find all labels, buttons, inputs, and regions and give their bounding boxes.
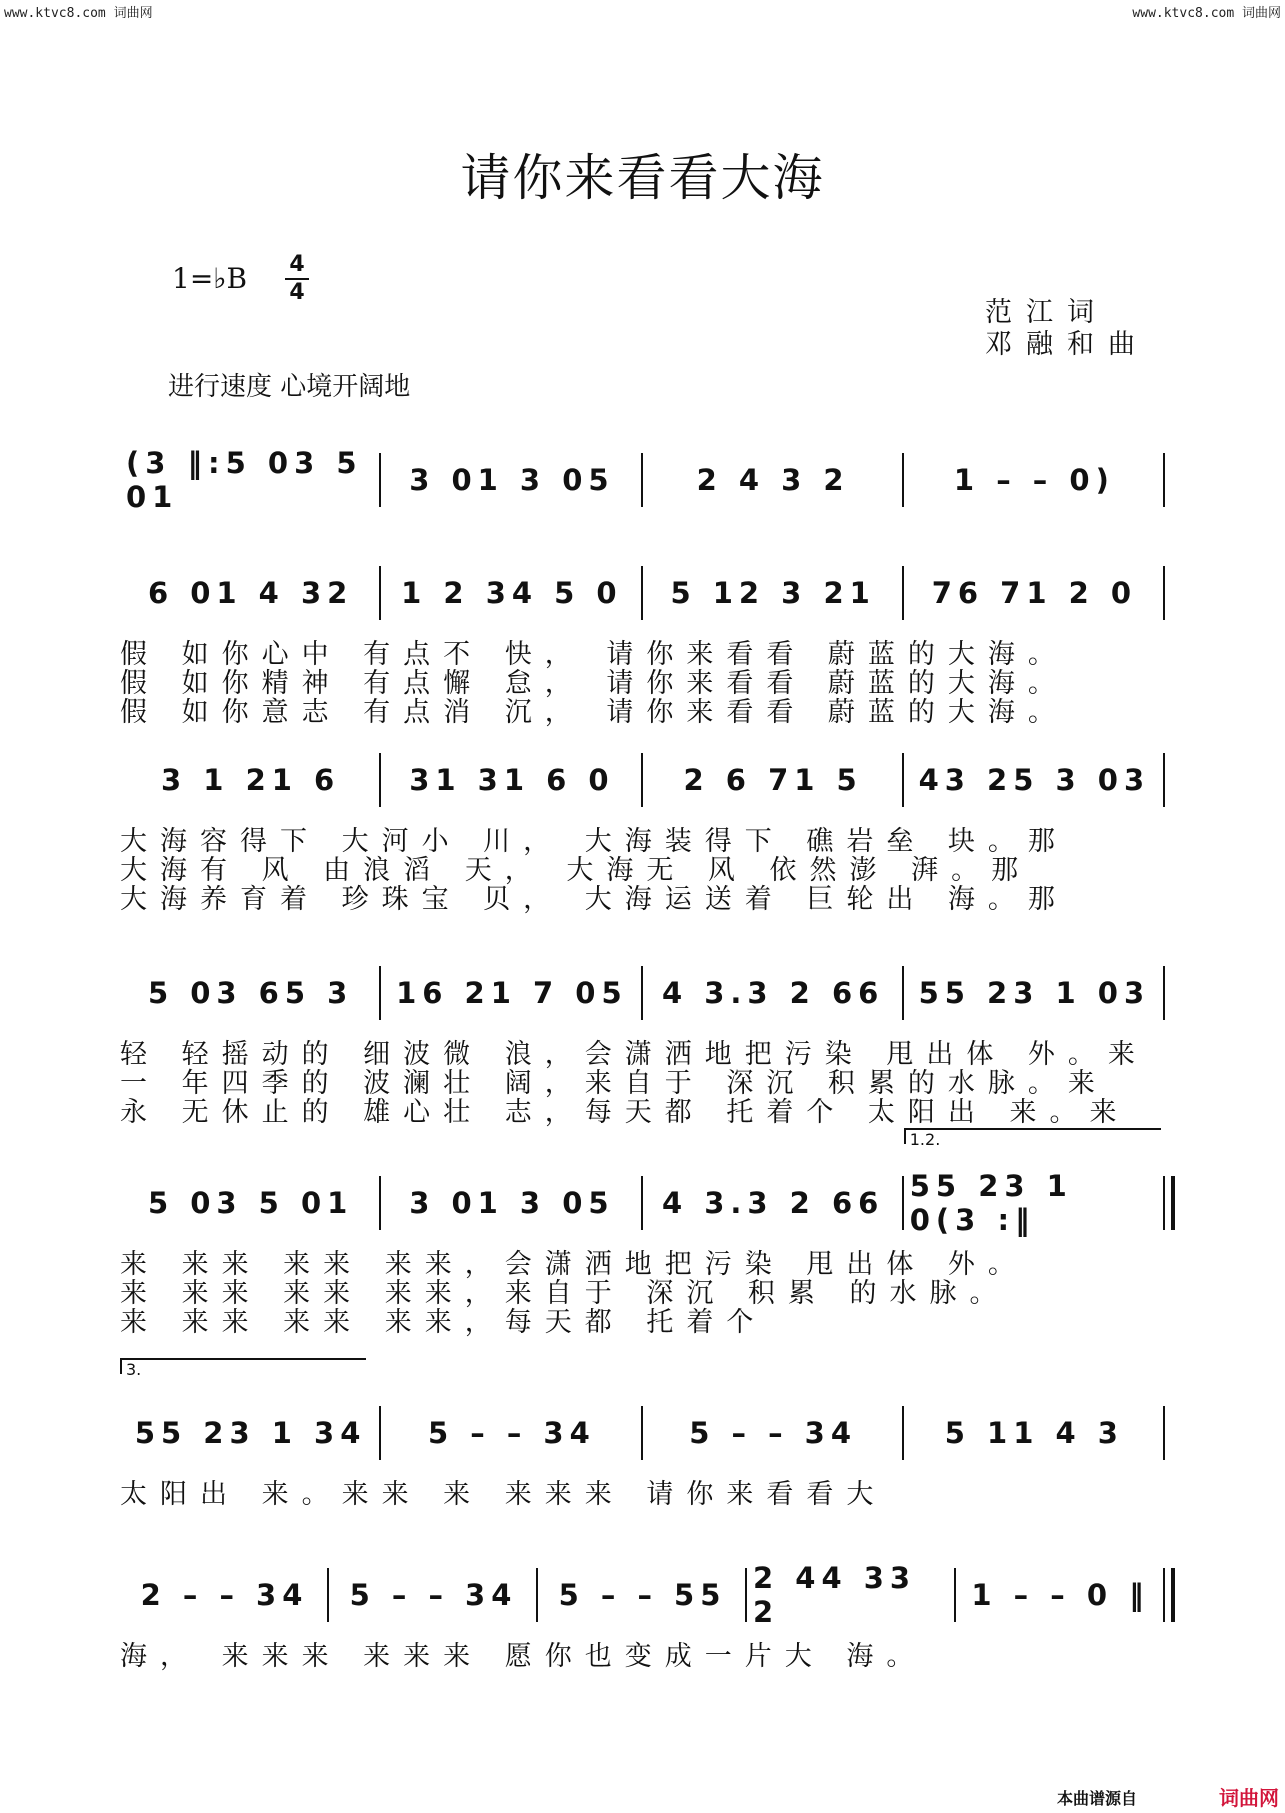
bar-line	[379, 753, 381, 807]
lyric-line: 永 无休止的 雄心壮 志，每天都 托着个 太阳出 来。来	[120, 1097, 1130, 1128]
bar-line	[1163, 1568, 1175, 1622]
measure: 31 31 6 0	[409, 763, 615, 797]
measure: 55 23 1 03	[918, 976, 1151, 1010]
bar-line	[641, 566, 643, 620]
bar-line	[379, 1406, 381, 1460]
measure: 3 01 3 05	[409, 463, 615, 497]
measure: 5 03 65 3	[147, 976, 354, 1010]
bar-line	[902, 753, 904, 807]
bar-line	[327, 1568, 329, 1622]
measure: 6 01 4 32	[147, 576, 354, 610]
lyric-line: 来 来来 来来 来来，每天都 托着个	[120, 1307, 767, 1338]
header-site-left: www.ktvc8.com 词曲网	[4, 6, 153, 21]
composer-credit: 邓融和曲	[985, 329, 1149, 360]
volta-bracket: 1.2.	[904, 1128, 1161, 1144]
lyric-line: 海， 来来来 来来来 愿你也变成一片大 海。	[120, 1641, 927, 1672]
bar-line	[902, 966, 904, 1020]
bar-line	[1163, 966, 1165, 1020]
measure: 4 3.3 2 66	[661, 1186, 885, 1220]
bar-line	[536, 1568, 538, 1622]
lyric-line: 大海养育着 珍珠宝 贝， 大海运送着 巨轮出 海。那	[120, 884, 1068, 915]
lyric-line: 一 年四季的 波澜壮 阔，来自于 深沉 积累的水脉。来	[120, 1068, 1108, 1099]
measure: 5 – – 34	[349, 1578, 518, 1612]
measure: 5 03 5 01	[147, 1186, 354, 1220]
bar-line	[379, 453, 381, 507]
measure: 2 6 71 5	[683, 763, 863, 797]
measure: 2 – – 34	[140, 1578, 309, 1612]
lyricist-credit: 范江词	[985, 297, 1108, 328]
measure: 1 – – 0)	[953, 463, 1115, 497]
bar-line	[379, 966, 381, 1020]
measure-group	[120, 445, 1165, 515]
lyric-line: 大海有 风 由浪滔 天， 大海无 风 依然澎 湃。那	[120, 855, 1032, 886]
bar-line	[1163, 566, 1165, 620]
measure: 16 21 7 05	[396, 976, 628, 1010]
score-staff	[120, 1130, 1165, 1338]
header-site-right: www.ktvc8.com 词曲网	[1132, 6, 1281, 21]
measure: 1 – – 0 ‖	[971, 1578, 1150, 1612]
bar-line	[902, 1176, 904, 1230]
measure: 5 – – 55	[558, 1578, 727, 1612]
measure: 4 3.3 2 66	[661, 976, 885, 1010]
lyric-line: 假 如你精神 有点懈 怠， 请你来看看 蔚蓝的大海。	[120, 668, 1068, 699]
measure-group	[120, 958, 1165, 1028]
score-staff	[120, 1360, 1165, 1510]
lyric-line: 假 如你心中 有点不 快， 请你来看看 蔚蓝的大海。	[120, 639, 1068, 670]
measure-group	[120, 1398, 1165, 1468]
bar-line	[902, 453, 904, 507]
footer-logo: 词曲网	[1219, 1786, 1279, 1810]
measure: 76 71 2 0	[931, 576, 1138, 610]
score-staff	[120, 958, 1165, 1128]
measure: 1 2 34 5 0	[401, 576, 623, 610]
song-title: 请你来看看大海	[460, 149, 825, 207]
bar-line	[641, 453, 643, 507]
lyric-line: 来 来来 来来 来来，会潇洒地把污染 甩出体 外。	[120, 1249, 1028, 1280]
measure: 5 11 4 3	[944, 1416, 1124, 1450]
measure: 5 – – 34	[427, 1416, 596, 1450]
lyric-line: 大海容得下 大河小 川， 大海装得下 礁岩垒 块。那	[120, 826, 1068, 857]
tempo-marking: 进行速度 心境开阔地	[168, 372, 411, 402]
measure: (3 ‖:5 03 5 01	[126, 446, 363, 514]
lyric-line: 假 如你意志 有点消 沉， 请你来看看 蔚蓝的大海。	[120, 697, 1068, 728]
bar-line	[1163, 453, 1165, 507]
measure: 3 1 21 6	[161, 763, 341, 797]
score-staff	[120, 745, 1165, 915]
measure: 2 44 33 2	[753, 1561, 917, 1629]
time-signature	[282, 252, 312, 306]
measure-group	[120, 1560, 1165, 1630]
bar-line	[902, 1406, 904, 1460]
measure: 3 01 3 05	[409, 1186, 615, 1220]
measure-group	[120, 558, 1165, 628]
footer-source-text: 本曲谱源自	[1056, 1789, 1137, 1808]
measure: 43 25 3 03	[918, 763, 1151, 797]
time-signature-top: 4	[289, 252, 305, 277]
time-signature-bottom: 4	[289, 280, 305, 305]
lyric-line: 轻 轻摇动的 细波微 浪，会潇洒地把污染 甩出体 外。来	[120, 1039, 1148, 1070]
score-staff	[120, 1560, 1165, 1672]
bar-line	[1163, 1406, 1165, 1460]
score-staff	[120, 558, 1165, 728]
key-signature: 1=♭B	[172, 262, 248, 295]
bar-line	[745, 1568, 747, 1622]
measure-group	[120, 745, 1165, 815]
bar-line	[641, 966, 643, 1020]
bar-line	[902, 566, 904, 620]
bar-line	[379, 566, 381, 620]
lyric-line: 来 来来 来来 来来，来自于 深沉 积累 的水脉。	[120, 1278, 1010, 1309]
bar-line	[954, 1568, 956, 1622]
measure: 2 4 3 2	[696, 463, 850, 497]
bar-line	[641, 1176, 643, 1230]
bar-line	[1163, 1176, 1175, 1230]
score-staff	[120, 445, 1165, 515]
measure: 5 – – 34	[689, 1416, 858, 1450]
bar-line	[641, 1406, 643, 1460]
bar-line	[641, 753, 643, 807]
volta-bracket: 3.	[120, 1358, 366, 1374]
lyric-line: 太阳出 来。来来 来 来来来 请你来看看大	[120, 1479, 887, 1510]
bar-line	[1163, 753, 1165, 807]
measure: 5 12 3 21	[670, 576, 876, 610]
measure: 55 23 1 0(3 :‖	[909, 1169, 1073, 1237]
measure: 55 23 1 34	[134, 1416, 367, 1450]
bar-line	[379, 1176, 381, 1230]
measure-group	[120, 1168, 1165, 1238]
